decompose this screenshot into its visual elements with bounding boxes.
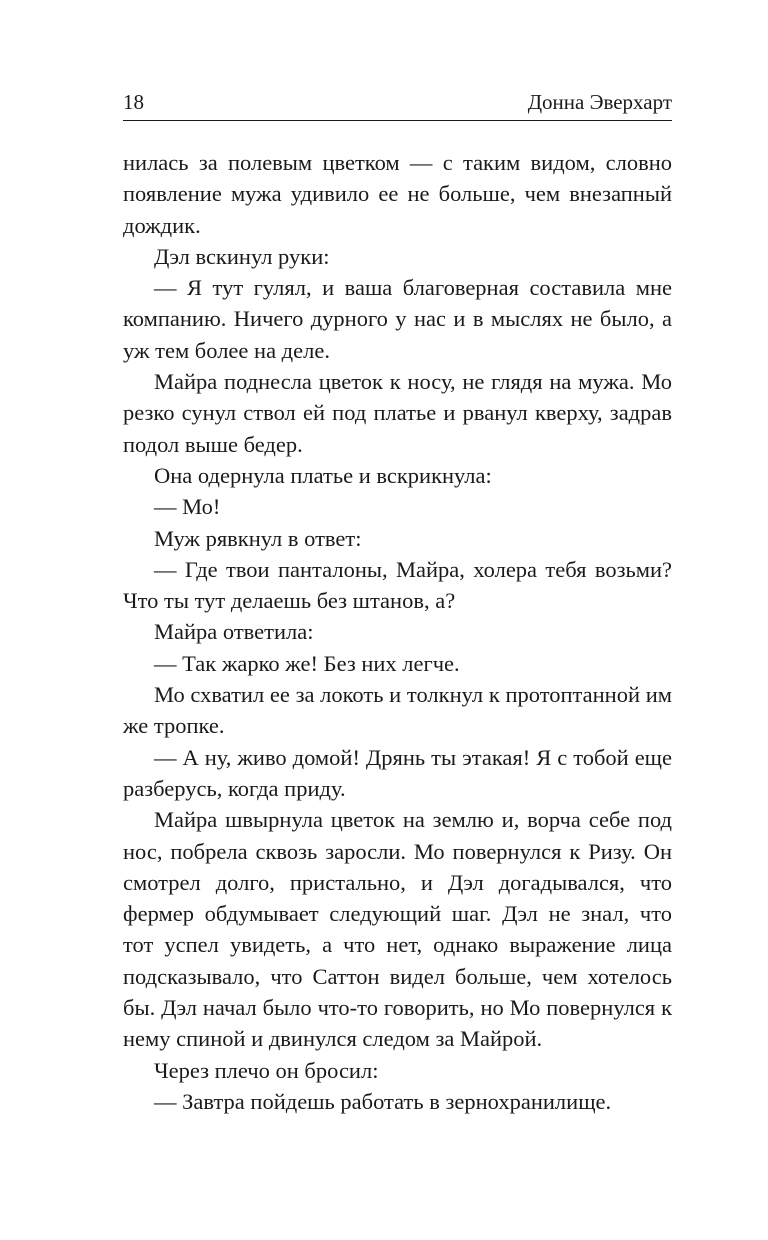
page-header bbox=[123, 88, 672, 121]
paragraph: Дэл вскинул руки: bbox=[154, 243, 330, 269]
paragraph: Она одернула платье и вскрикнула: bbox=[154, 462, 492, 488]
dialogue-line: — Мо! bbox=[154, 494, 221, 520]
dialogue-line: — А ну, живо домой! Дрянь ты этакая! Я с тобой еще разберусь, когда приду. bbox=[123, 744, 672, 801]
dialogue-line: — Я тут гулял, и ваша благоверная составила мне компанию. Ничего дурного у нас и в мыслях не было, а уж тем более на деле. bbox=[123, 275, 672, 363]
paragraph: Мо схватил ее за локоть и толкнул к протоптанной им же тропке. bbox=[123, 682, 672, 739]
paragraph: Через плечо он бросил: bbox=[154, 1057, 379, 1083]
paragraph: Майра ответила: bbox=[154, 619, 314, 645]
paragraph-continuation: нилась за полевым цветком — с таким видом, словно появление мужа удивило ее не больше, чем внезапный дождик. bbox=[123, 150, 672, 238]
dialogue-line: — Так жарко же! Без них легче. bbox=[154, 650, 460, 676]
paragraph: Майра швырнула цветок на землю и, ворча себе под нос, побрела сквозь заросли. Мо повернулся к Ризу. Он смотрел долго, пристально, и Дэл догадывался, что фермер обдумывает следующий шаг. Дэл не знал, что тот успел увидеть, а что нет, однако выражение лица подсказывало, что Саттон видел больше, чем хотелось бы. Дэл начал было что-то говорить, но Мо повернулся к нему спиной и двинулся следом за Майрой. bbox=[123, 807, 672, 1052]
dialogue-line: — Завтра пойдешь работать в зернохранилище. bbox=[154, 1088, 612, 1114]
dialogue-line: — Где твои панталоны, Майра, холера тебя возьми? Что ты тут делаешь без штанов, а? bbox=[123, 556, 672, 614]
running-head-author: Донна Эверхарт bbox=[527, 90, 672, 114]
paragraph: Майра поднесла цветок к носу, не глядя на мужа. Мо резко сунул ствол ей под платье и рванул кверху, задрав подол выше бедер. bbox=[123, 369, 672, 457]
page-body bbox=[123, 147, 672, 1117]
page-number: 18 bbox=[123, 90, 144, 114]
paragraph: Муж рявкнул в ответ: bbox=[154, 525, 362, 551]
